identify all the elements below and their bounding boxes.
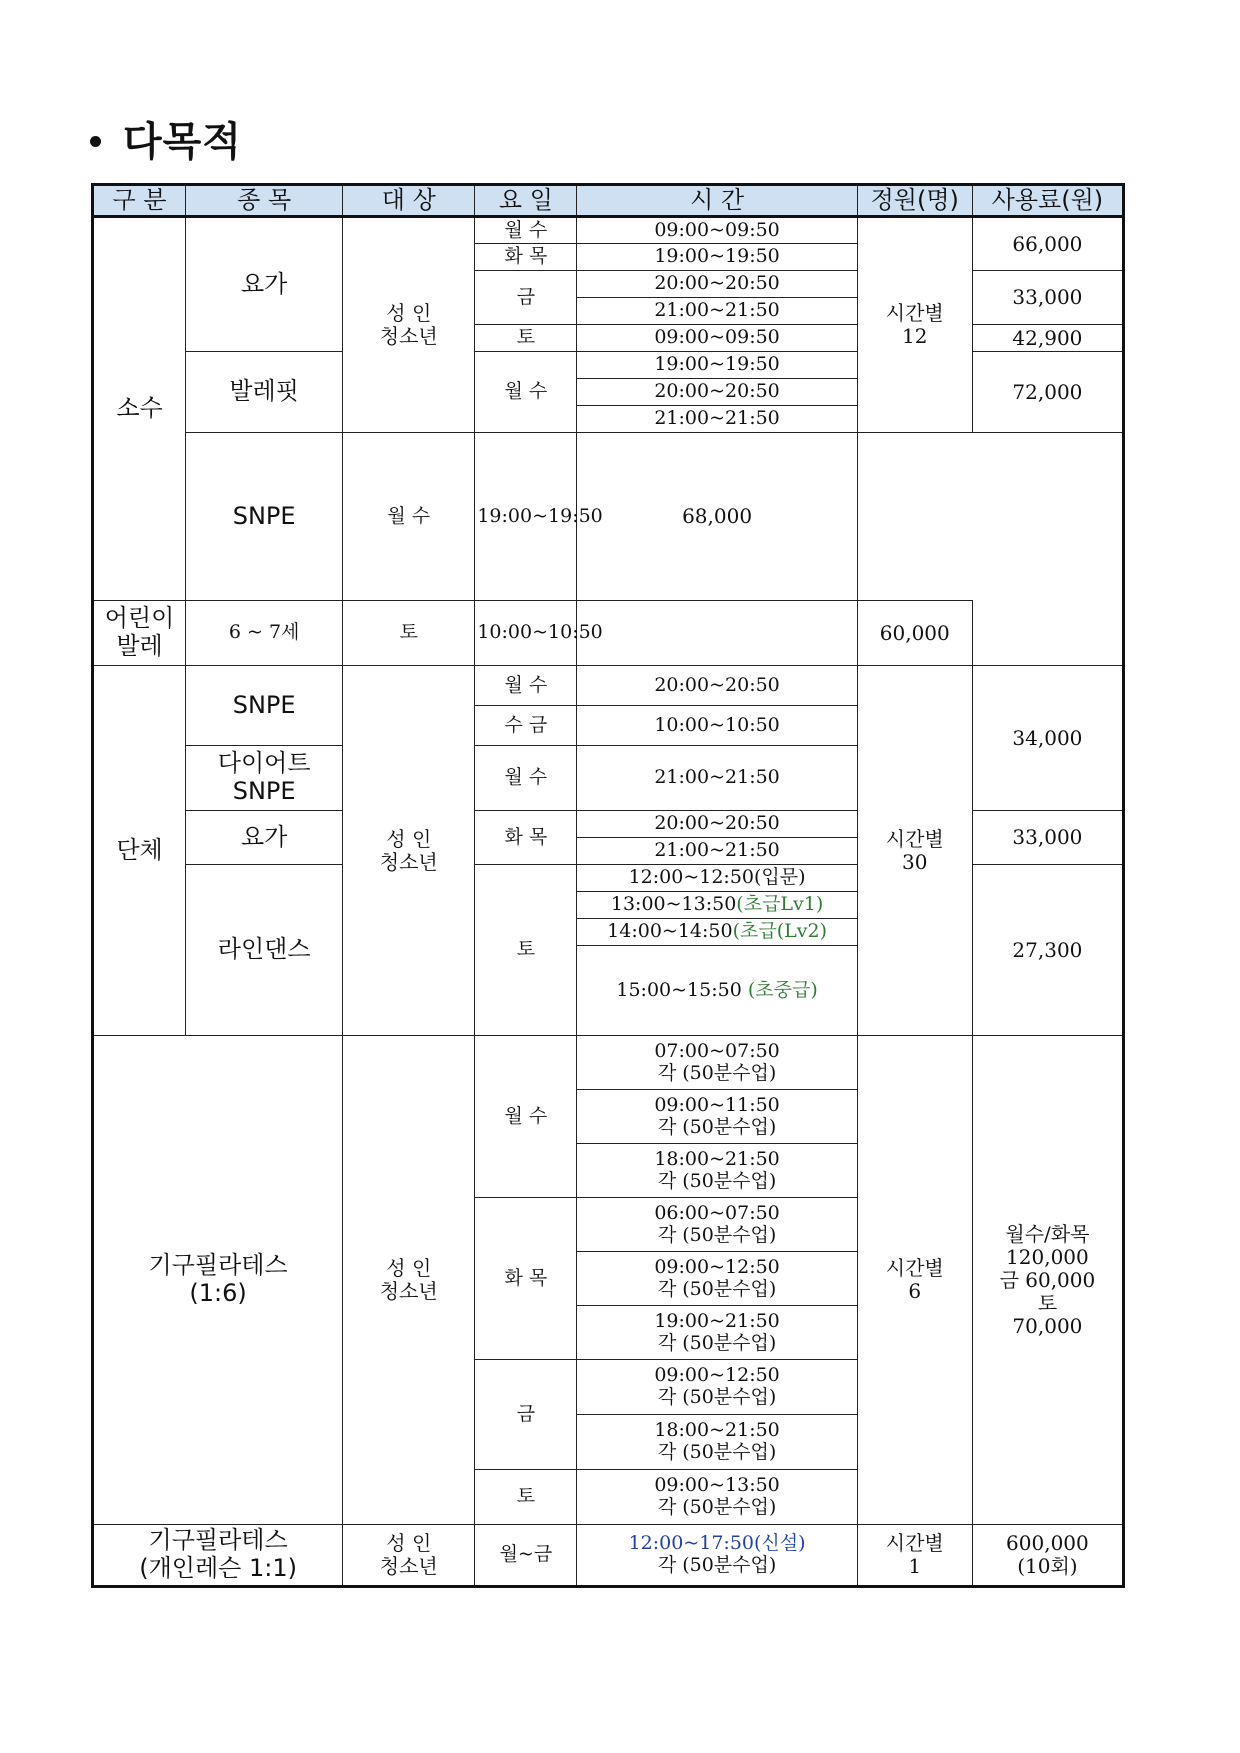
time-cell: 09:00~12:50 각 (50분수업) — [577, 1252, 857, 1306]
capacity-cell: 시간별 6 — [857, 1036, 972, 1525]
table-row — [93, 1525, 1124, 1587]
time-cell — [577, 946, 857, 1036]
level-label: (초급Lv1) — [736, 893, 824, 916]
program-equip-pilates: 기구필라테스 (1:6) — [93, 1036, 343, 1525]
fee-cell: 60,000 — [857, 601, 972, 666]
program-diet-snpe: 다이어트 SNPE — [186, 746, 343, 811]
day-cell: 월 수 — [475, 217, 577, 244]
fee-cell: 33,000 — [972, 811, 1123, 865]
time-cell — [577, 892, 857, 919]
time-text: 각 (50분수업) — [657, 1554, 777, 1576]
time-cell: 09:00~09:50 — [577, 325, 857, 352]
time-cell: 20:00~20:50 — [577, 271, 857, 298]
time-text: 14:00~14:50 — [607, 920, 733, 943]
day-cell: 화 목 — [475, 1198, 577, 1360]
time-cell — [577, 919, 857, 946]
day-cell: 화 목 — [475, 811, 577, 865]
level-label: (초중급) — [747, 978, 818, 1001]
time-cell: 07:00~07:50 각 (50분수업) — [577, 1036, 857, 1090]
program-line-dance: 라인댄스 — [186, 865, 343, 1036]
fee-cell: 600,000 (10회) — [972, 1525, 1123, 1587]
time-cell: 10:00~10:50 — [475, 601, 577, 666]
time-cell: 20:00~20:50 — [577, 811, 857, 838]
bullet-icon — [90, 136, 101, 147]
fee-cell: 월수/화목 120,000 금 60,000 토 70,000 — [972, 1036, 1123, 1525]
table-row — [93, 601, 1124, 666]
time-cell: 09:00~12:50 각 (50분수업) — [577, 1360, 857, 1415]
schedule-table — [91, 183, 1125, 1588]
target-cell: 성 인 청소년 — [343, 666, 475, 1036]
fee-cell: 27,300 — [972, 865, 1123, 1036]
header-row — [93, 185, 1124, 217]
time-cell: 18:00~21:50 각 (50분수업) — [577, 1415, 857, 1470]
time-cell: 09:00~11:50 각 (50분수업) — [577, 1090, 857, 1144]
day-cell: 월 수 — [475, 352, 577, 433]
capacity-cell: 시간별 30 — [857, 666, 972, 1036]
day-cell: 월 수 — [475, 666, 577, 706]
header-capacity: 정원(명) — [857, 185, 972, 217]
new-time-label: 12:00~17:50(신설) — [628, 1532, 806, 1555]
program-balletfit: 발레핏 — [186, 352, 343, 433]
capacity-cell: 시간별 12 — [857, 217, 972, 433]
time-cell: 21:00~21:50 — [577, 298, 857, 325]
fee-cell: 34,000 — [972, 666, 1123, 811]
page-title-text: 다목적 — [123, 119, 242, 165]
day-cell: 월 수 — [475, 746, 577, 811]
header-target: 대 상 — [343, 185, 475, 217]
program-snpe-group: SNPE — [186, 666, 343, 746]
target-cell: 6 ~ 7세 — [186, 601, 343, 666]
capacity-cell — [577, 601, 857, 666]
fee-cell: 33,000 — [972, 271, 1123, 325]
table-row — [93, 1036, 1124, 1090]
time-cell — [577, 1525, 857, 1587]
capacity-cell: 시간별 1 — [857, 1525, 972, 1587]
table-row — [93, 217, 1124, 244]
day-cell: 월 수 — [343, 433, 475, 601]
header-program: 종 목 — [186, 185, 343, 217]
day-cell: 토 — [475, 1470, 577, 1525]
time-cell: 10:00~10:50 — [577, 706, 857, 746]
time-cell: 21:00~21:50 — [577, 406, 857, 433]
page-title — [90, 110, 242, 167]
time-cell: 19:00~19:50 — [577, 244, 857, 271]
day-cell: 월 수 — [475, 1036, 577, 1198]
fee-cell: 66,000 — [972, 217, 1123, 271]
time-cell: 19:00~21:50 각 (50분수업) — [577, 1306, 857, 1360]
day-cell: 토 — [475, 325, 577, 352]
header-fee: 사용료(원) — [972, 185, 1123, 217]
target-cell: 성 인 청소년 — [343, 1525, 475, 1587]
time-cell: 20:00~20:50 — [577, 666, 857, 706]
fee-cell: 42,900 — [972, 325, 1123, 352]
program-yoga: 요가 — [186, 217, 343, 352]
table-row — [93, 666, 1124, 706]
time-cell: 19:00~19:50 — [577, 352, 857, 379]
header-category: 구 분 — [93, 185, 186, 217]
group-danche: 단체 — [93, 666, 186, 1036]
time-cell: 20:00~20:50 — [577, 379, 857, 406]
day-cell: 화 목 — [475, 244, 577, 271]
time-cell: 12:00~12:50(입문) — [577, 865, 857, 892]
day-cell: 월~금 — [475, 1525, 577, 1587]
group-sosu: 소수 — [93, 217, 186, 601]
program-snpe: SNPE — [186, 433, 343, 601]
level-label: (초급(Lv2) — [732, 920, 827, 943]
fee-cell: 68,000 — [577, 433, 857, 601]
time-cell: 18:00~21:50 각 (50분수업) — [577, 1144, 857, 1198]
time-text: 15:00~15:50 — [616, 978, 748, 1001]
fee-cell: 72,000 — [972, 352, 1123, 433]
table-row — [93, 433, 1124, 601]
header-time: 시 간 — [577, 185, 857, 217]
time-cell: 09:00~09:50 — [577, 217, 857, 244]
time-text: 13:00~13:50 — [610, 893, 737, 916]
day-cell: 토 — [343, 601, 475, 666]
target-cell: 성 인 청소년 — [343, 1036, 475, 1525]
program-yoga-group: 요가 — [186, 811, 343, 865]
header-day: 요 일 — [475, 185, 577, 217]
day-cell: 금 — [475, 271, 577, 325]
program-private-pilates: 기구필라테스 (개인레슨 1:1) — [93, 1525, 343, 1587]
day-cell: 금 — [475, 1360, 577, 1470]
target-cell: 성 인 청소년 — [343, 217, 475, 433]
day-cell: 수 금 — [475, 706, 577, 746]
time-cell: 19:00~19:50 — [475, 433, 577, 601]
program-kids-ballet: 어린이 발레 — [93, 601, 186, 666]
time-cell: 06:00~07:50 각 (50분수업) — [577, 1198, 857, 1252]
time-cell: 09:00~13:50 각 (50분수업) — [577, 1470, 857, 1525]
time-cell: 21:00~21:50 — [577, 838, 857, 865]
time-cell: 21:00~21:50 — [577, 746, 857, 811]
day-cell: 토 — [475, 865, 577, 1036]
